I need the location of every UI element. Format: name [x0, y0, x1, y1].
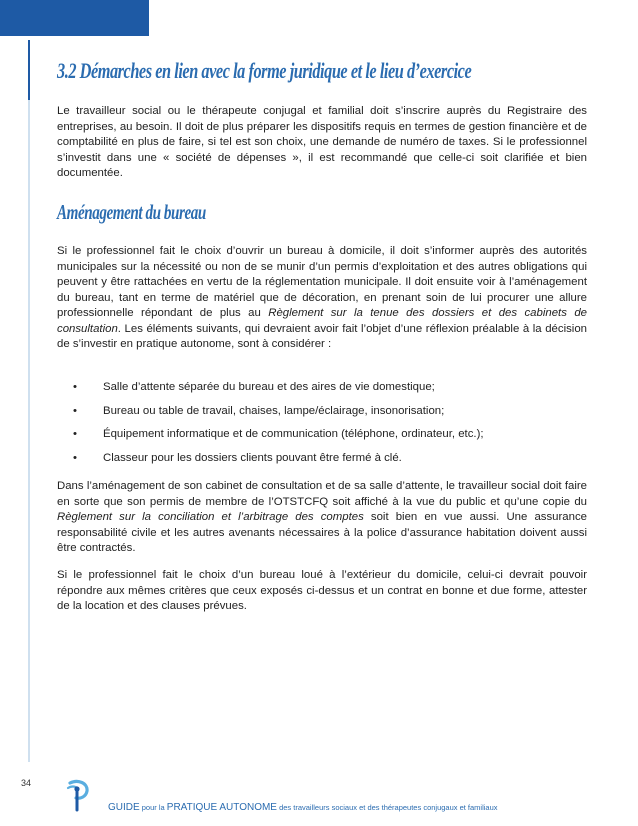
list-item-text: Bureau ou table de travail, chaises, lampe/éclairage, insonorisation;	[103, 404, 445, 417]
equipment-list	[57, 380, 587, 474]
bullet-icon: •	[73, 451, 77, 464]
page-number: 34	[21, 778, 32, 788]
cabinet-text-start: Dans l’aménagement de son cabinet de consultation et de sa salle d’attente, le travailleur social doit faire en sorte que son permis de membre de l’OTSTCFQ soit affiché à la vue du public et qu’une copie du	[57, 480, 587, 508]
footer-caption	[108, 797, 498, 815]
bullet-icon: •	[73, 404, 77, 417]
bullet-icon: •	[73, 381, 77, 393]
footer-guide: GUIDE	[108, 802, 140, 813]
left-margin-rule	[28, 40, 30, 762]
footer-pour-la: pour la	[139, 803, 167, 812]
list-item	[57, 380, 587, 404]
cabinet-paragraph	[57, 479, 587, 557]
amenagement-paragraph	[57, 244, 587, 353]
subsection-title: Aménagement du bureau	[57, 200, 206, 224]
section-title: 3.2 Démarches en lien avec la forme juridique et le lieu d’exercice	[57, 58, 472, 83]
footer-rest: des travailleurs sociaux et des thérapeutes conjugaux et familiaux	[276, 803, 498, 812]
list-item-text: Salle d’attente séparée du bureau et des aires de vie domestique;	[103, 381, 435, 393]
intro-paragraph: Le travailleur social ou le thérapeute conjugal et familial doit s’inscrire auprès du Registraire des entreprises, au besoin. Il doit de plus préparer les dispositifs requis en termes de gestion financière et de comptabilité en plus de faire, si tel est son choix, une demande de numéro de taxes. Si le professionnel s’investit dans une « société de dépenses », il est recommandé que celle-ci soit clarifiée et bien documentée.	[57, 105, 587, 179]
left-margin-rule-accent	[28, 40, 30, 100]
reglement-comptes-title: Règlement sur la conciliation et l’arbitrage des comptes	[57, 511, 364, 523]
amenagement-text-start: Si le professionnel fait le choix d’ouvrir un bureau à domicile, il doit s’informer auprès des autorités municipales sur la nécessité ou non de se munir d’un permis d’exploitation et des autres obligations qui peuvent y être rattachées en vertu de la réglementation municipale. Il doit ensuite voir à l’aménagement du bureau, tant en terme de matériel que de décoration, en prenant soin de lui procurer une allure professionnelle répondant de plus au	[57, 245, 587, 319]
amenagement-text-end: . Les éléments suivants, qui devraient avoir fait l’objet d’une réflexion préalable à la décision de s’investir en pratique autonome, sont à considérer :	[57, 322, 587, 350]
list-item	[57, 427, 587, 451]
cabinet-text-end: soit bien en vue aussi. Une assurance responsabilité civile et les autres avenants nécessaires à la police d’assurance habitation doivent aussi être contractés.	[57, 511, 587, 554]
list-item	[57, 451, 587, 475]
list-item-text: Équipement informatique et de communication (téléphone, ordinateur, etc.);	[103, 428, 484, 440]
otstcfq-logo-icon	[64, 779, 92, 813]
bullet-icon: •	[73, 428, 77, 440]
list-item-text: Classeur pour les dossiers clients pouvant être fermé à clé.	[103, 451, 402, 464]
footer-pratique: PRATIQUE AUTONOME	[166, 802, 277, 813]
list-item	[57, 404, 587, 428]
corner-tab	[0, 0, 149, 36]
reglement-dossiers-title: Règlement sur la tenue des dossiers et des cabinets de consultation	[57, 307, 587, 335]
bureau-loue-paragraph: Si le professionnel fait le choix d’un bureau loué à l’extérieur du domicile, celui-ci devrait pouvoir répondre aux mêmes critères que ceux exposés ci-dessus et un contrat en bonne et due forme, attester de la location et des clauses prévues.	[57, 569, 587, 612]
